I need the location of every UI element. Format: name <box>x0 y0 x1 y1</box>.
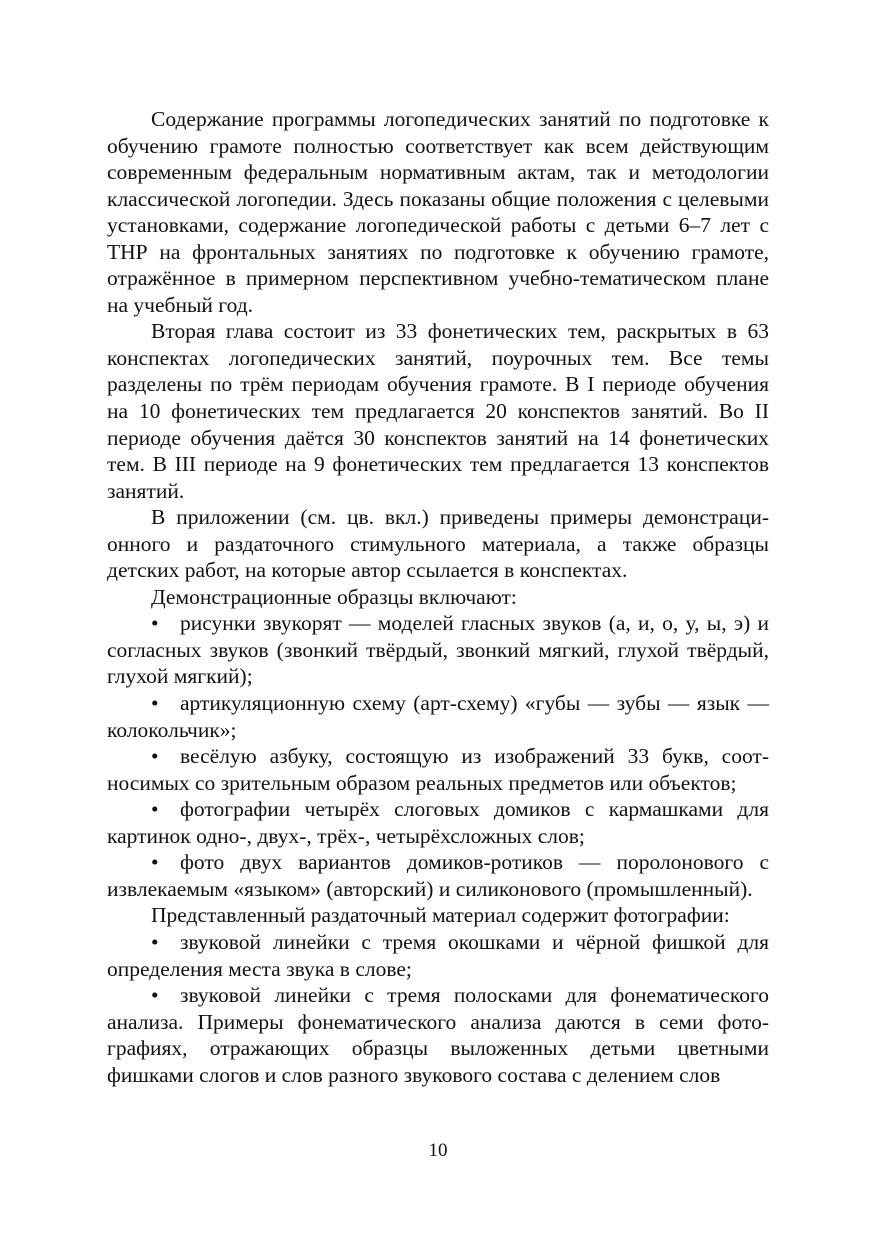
bullet-text: рисунки звукорят — моделей гласных звуков (а, и, о, у, ы, э) и согласных звуков (звонкий твёрдый, звонкий мягкий, глухой твёрдый, глухой мягкий); <box>107 611 769 689</box>
paragraph-handout-intro: Представленный раздаточный материал содержит фотографии: <box>151 903 730 928</box>
bullet-icon: • <box>151 611 159 636</box>
bullet-item <box>107 796 769 849</box>
bullet-icon: • <box>151 744 159 769</box>
body-text <box>107 106 769 1088</box>
bullet-text: артикуляционную схему (арт-схему) «губы — зубы — язык — колокольчик»; <box>107 691 769 742</box>
bullet-item <box>107 610 769 690</box>
page-number: 10 <box>428 1140 448 1161</box>
paragraph-demo-intro: Демонстрационные образцы включают: <box>151 584 517 609</box>
bullet-item <box>107 849 769 902</box>
bullet-item <box>107 982 769 1088</box>
bullet-text: фотографии четырёх слоговых домиков с кармашками для картинок одно-, двух-, трёх-, четырёхсложных слов; <box>107 797 769 848</box>
bullet-icon: • <box>151 797 159 822</box>
bullet-text: звуковой линейки с тремя полосками для фонематического анализа. Примеры фонематического анализа даются в семи фотографиях, отражающих образцы выложенных детьми цветными фишками слогов и слов разного звукового состава с делением слов <box>107 983 769 1087</box>
bullet-text: звуковой линейки с тремя окошками и чёрной фишкой для определения места звука в слове; <box>107 929 769 981</box>
bullet-icon: • <box>151 983 159 1008</box>
bullet-text: фото двух вариантов домиков-ротиков — поролонового с извлекаемым «языком» (авторский) и силиконового (промышленный). <box>107 850 769 901</box>
bullet-icon: • <box>151 929 159 954</box>
bullet-icon: • <box>151 691 159 716</box>
bullet-text: весёлую азбуку, состоящую из изображений 33 букв, соотносимых со зрительным образом реальных предметов или объектов; <box>107 744 769 795</box>
bullet-icon: • <box>151 850 159 875</box>
paragraph-second-chapter: Вторая глава состоит из 33 фонетических тем, раскрытых в 63 конспектах логопедических занятий, поурочных тем. Все темы разделены по трём периодам обучения грамоте. В I периоде обучения на 10 фонетических тем предлагается 20 конспектов занятий. Во II периоде обучения даётся 30 конспектов занятий на 14 фонетических тем. В III периоде на 9 фонетических тем предлагается 13 конспектов занятий. <box>107 319 769 503</box>
paragraph-appendix: В приложении (см. цв. вкл.) приведены примеры демонстрационного и раздаточного стимульного материала, а также образцы детских работ, на которые автор ссылается в конспектах. <box>107 505 769 583</box>
bullet-item <box>107 690 769 743</box>
paragraph-program-content: Содержание программы логопедических занятий по подготовке к обучению грамоте полностью соответствует как всем действующим современным федеральным нормативным актам, так и методологии классической логопедии. Здесь показаны общие положения с целевыми установками, содержание логопедической работы с детьми 6–7 лет с ТНР на фронтальных занятиях по подготовке к обучению грамоте, отражённое в примерном перспективном учебно-тематическом плане на учебный год. <box>107 107 769 317</box>
bullet-item <box>107 743 769 796</box>
bullet-item <box>107 929 769 982</box>
